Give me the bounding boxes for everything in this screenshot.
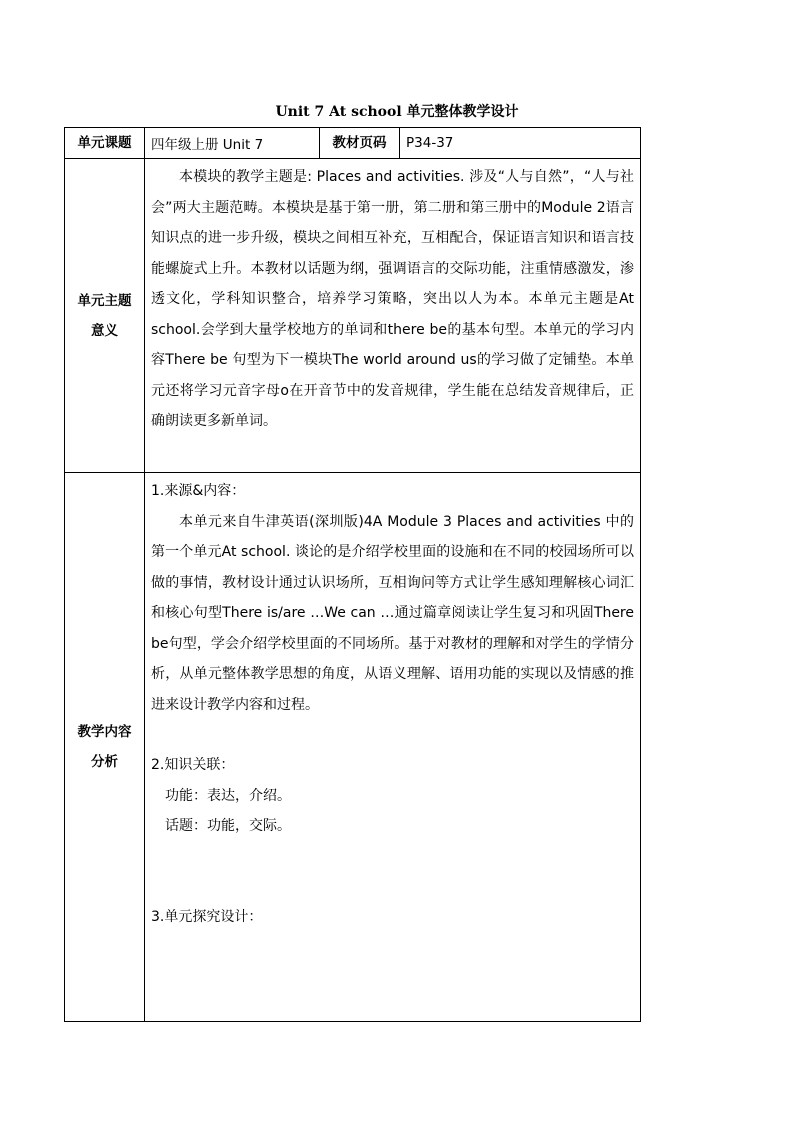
section1-paragraph: 本单元来自牛津英语(深圳版)4A Module 3 Places and activities 中的第一个单元At school. 谈论的是介绍学校里面的设施和在不同的校园场所可以做的事情，教材设计通过认识场所，互相询问等方式让学生感知理解核心词汇和核心句型There is/are …We can …通过篇章阅读让学生复习和巩固There be句型，学会介绍学校里面的不同场所。基于对教材的理解和对学生的学情分析，从单元整体教学思想的角度，从语义理解、语用功能的实现以及情感的推进来设计教学内容和过程。: [151, 513, 634, 713]
section2-heading: 2.知识关联：: [151, 757, 235, 773]
value-textbook-pages: P34-37: [400, 128, 641, 159]
theme-meaning-cell: [145, 159, 641, 473]
label-content-line2: 分析: [91, 754, 118, 770]
label-textbook-pages: 教材页码: [320, 128, 400, 159]
section2-topic: 话题：功能，交际。: [165, 818, 291, 834]
theme-paragraph: 本模块的教学主题是: Places and activities. 涉及“人与自然”，“人与社会”两大主题范畴。本模块是基于第一册，第二册和第三册中的Module 2语言知识点的进一步升级，模块之间相互补充，互相配合，保证语言知识和语言技能螺旋式上升。本教材以话题为纲，强调语言的交际功能，注重情感激发，渗透文化，学科知识整合，培养学习策略，突出以人为本。本单元主题是At school.会学到大量学校地方的单词和there be的基本句型。本单元的学习内容There be 句型为下一模块The world around us的学习做了定铺垫。本单元还将学习元音字母o在开音节中的发音规律，学生能在总结发音规律后，正确朗读更多新单词。: [151, 169, 634, 429]
section2-function: 功能：表达，介绍。: [165, 787, 291, 804]
table-row-content: [65, 473, 641, 1022]
table-row-theme: [65, 159, 641, 473]
content-analysis-cell: [145, 473, 641, 1022]
label-unit-topic: 单元课题: [65, 128, 145, 159]
section3-heading: 3.单元探究设计：: [151, 908, 263, 925]
label-theme-line2: 意义: [91, 322, 118, 339]
table-row-unit: [65, 128, 641, 159]
section1-heading: 1.来源&内容：: [151, 483, 246, 499]
document-title: Unit 7 At school 单元整体教学设计: [275, 104, 519, 120]
label-content-line1: 教学内容: [77, 724, 132, 740]
value-unit-topic: 四年级上册 Unit 7: [145, 128, 320, 159]
label-theme-line1: 单元主题: [77, 292, 132, 309]
label-content-analysis: [65, 473, 145, 1022]
design-table: [64, 127, 641, 1022]
label-theme-meaning: [65, 159, 145, 473]
